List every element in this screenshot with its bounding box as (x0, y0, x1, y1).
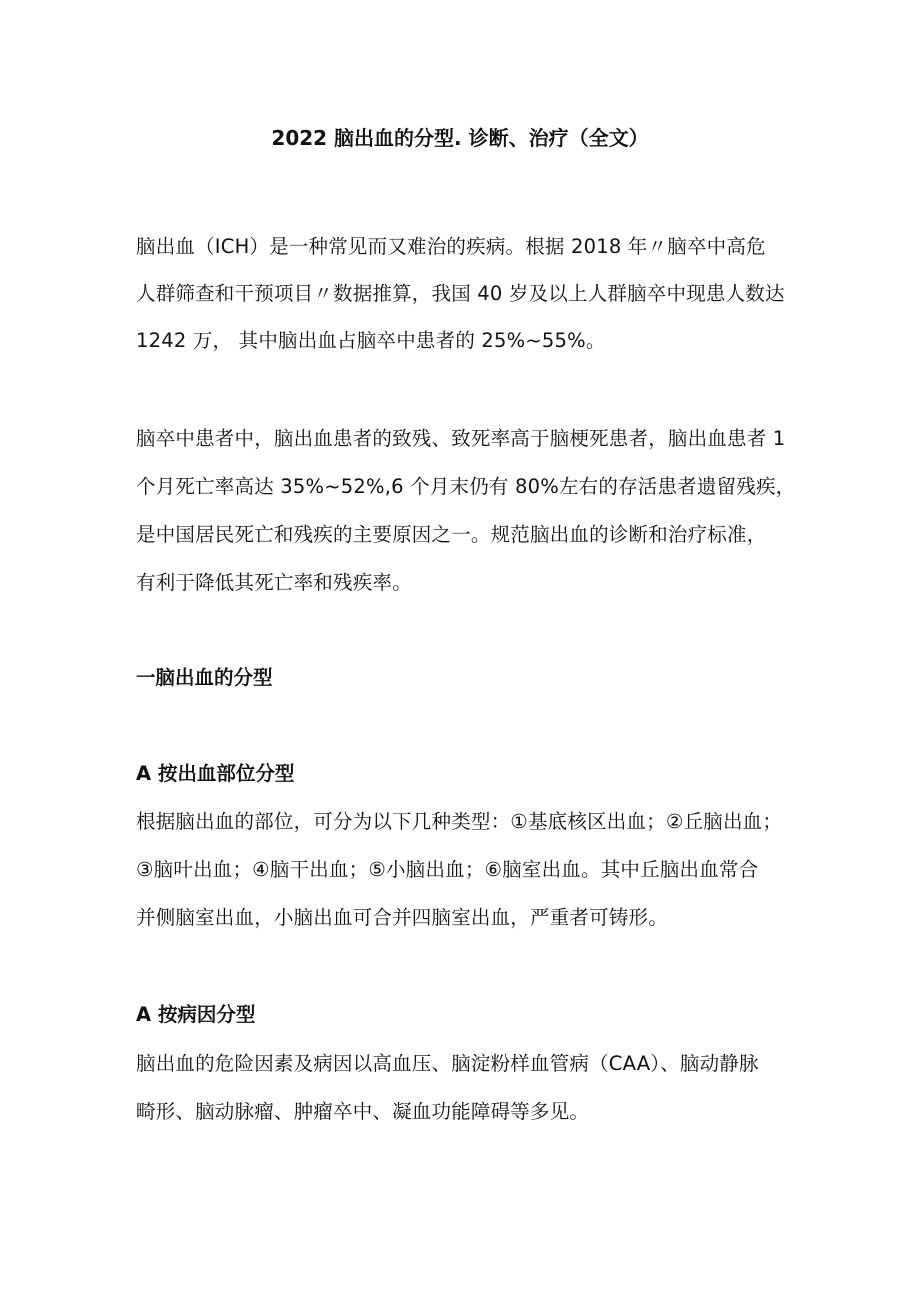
paragraph-line: 脑卒中患者中，脑出血患者的致残、致死率高于脑梗死患者，脑出血患者 1 (136, 427, 786, 450)
paragraph-line: 脑出血的危险因素及病因以高血压、脑淀粉样血管病（CAA）、脑动静脉 (136, 1052, 759, 1075)
paragraph-line: 畸形、脑动脉瘤、肿瘤卒中、凝血功能障碍等多见。 (136, 1100, 590, 1123)
paragraph-line: 是中国居民死亡和残疾的主要原因之一。规范脑出血的诊断和治疗标准， (136, 523, 767, 546)
paragraph-line: ③脑叶出血；④脑干出血；⑤小脑出血；⑥脑室出血。其中丘脑出血常合 (136, 858, 759, 881)
paragraph-line: 脑出血（ICH）是一种常见而又难治的疾病。根据 2018 年〃脑卒中高危 (136, 235, 766, 258)
paragraph-line: 1242 万， 其中脑出血占脑卒中患者的 25%~55%。 (136, 329, 606, 352)
subsection-heading-location: A 按出血部位分型 (136, 762, 295, 785)
paragraph-line: 并侧脑室出血，小脑出血可合并四脑室出血，严重者可铸形。 (136, 906, 668, 929)
subsection-heading-cause: A 按病因分型 (136, 1003, 256, 1026)
cause-paragraph (136, 1050, 806, 1146)
paragraph-line: 根据脑出血的部位，可分为以下几种类型：①基底核区出血；②丘脑出血； (136, 810, 783, 833)
location-paragraph (136, 808, 806, 952)
section-heading-classification: 一脑出血的分型 (136, 666, 273, 689)
paragraph-line: 个月死亡率高达 35%~52%,6 个月末仍有 80%左右的存活患者遗留残疾， (136, 475, 796, 498)
document-title: 2022 脑出血的分型. 诊断、治疗（全文） (271, 126, 649, 150)
intro-paragraph (136, 233, 806, 374)
paragraph-line: 人群筛查和干预项目〃数据推算，我国 40 岁及以上人群脑卒中现患人数达 (136, 282, 785, 305)
burden-paragraph (136, 425, 806, 617)
paragraph-line: 有利于降低其死亡率和残疾率。 (136, 571, 412, 594)
